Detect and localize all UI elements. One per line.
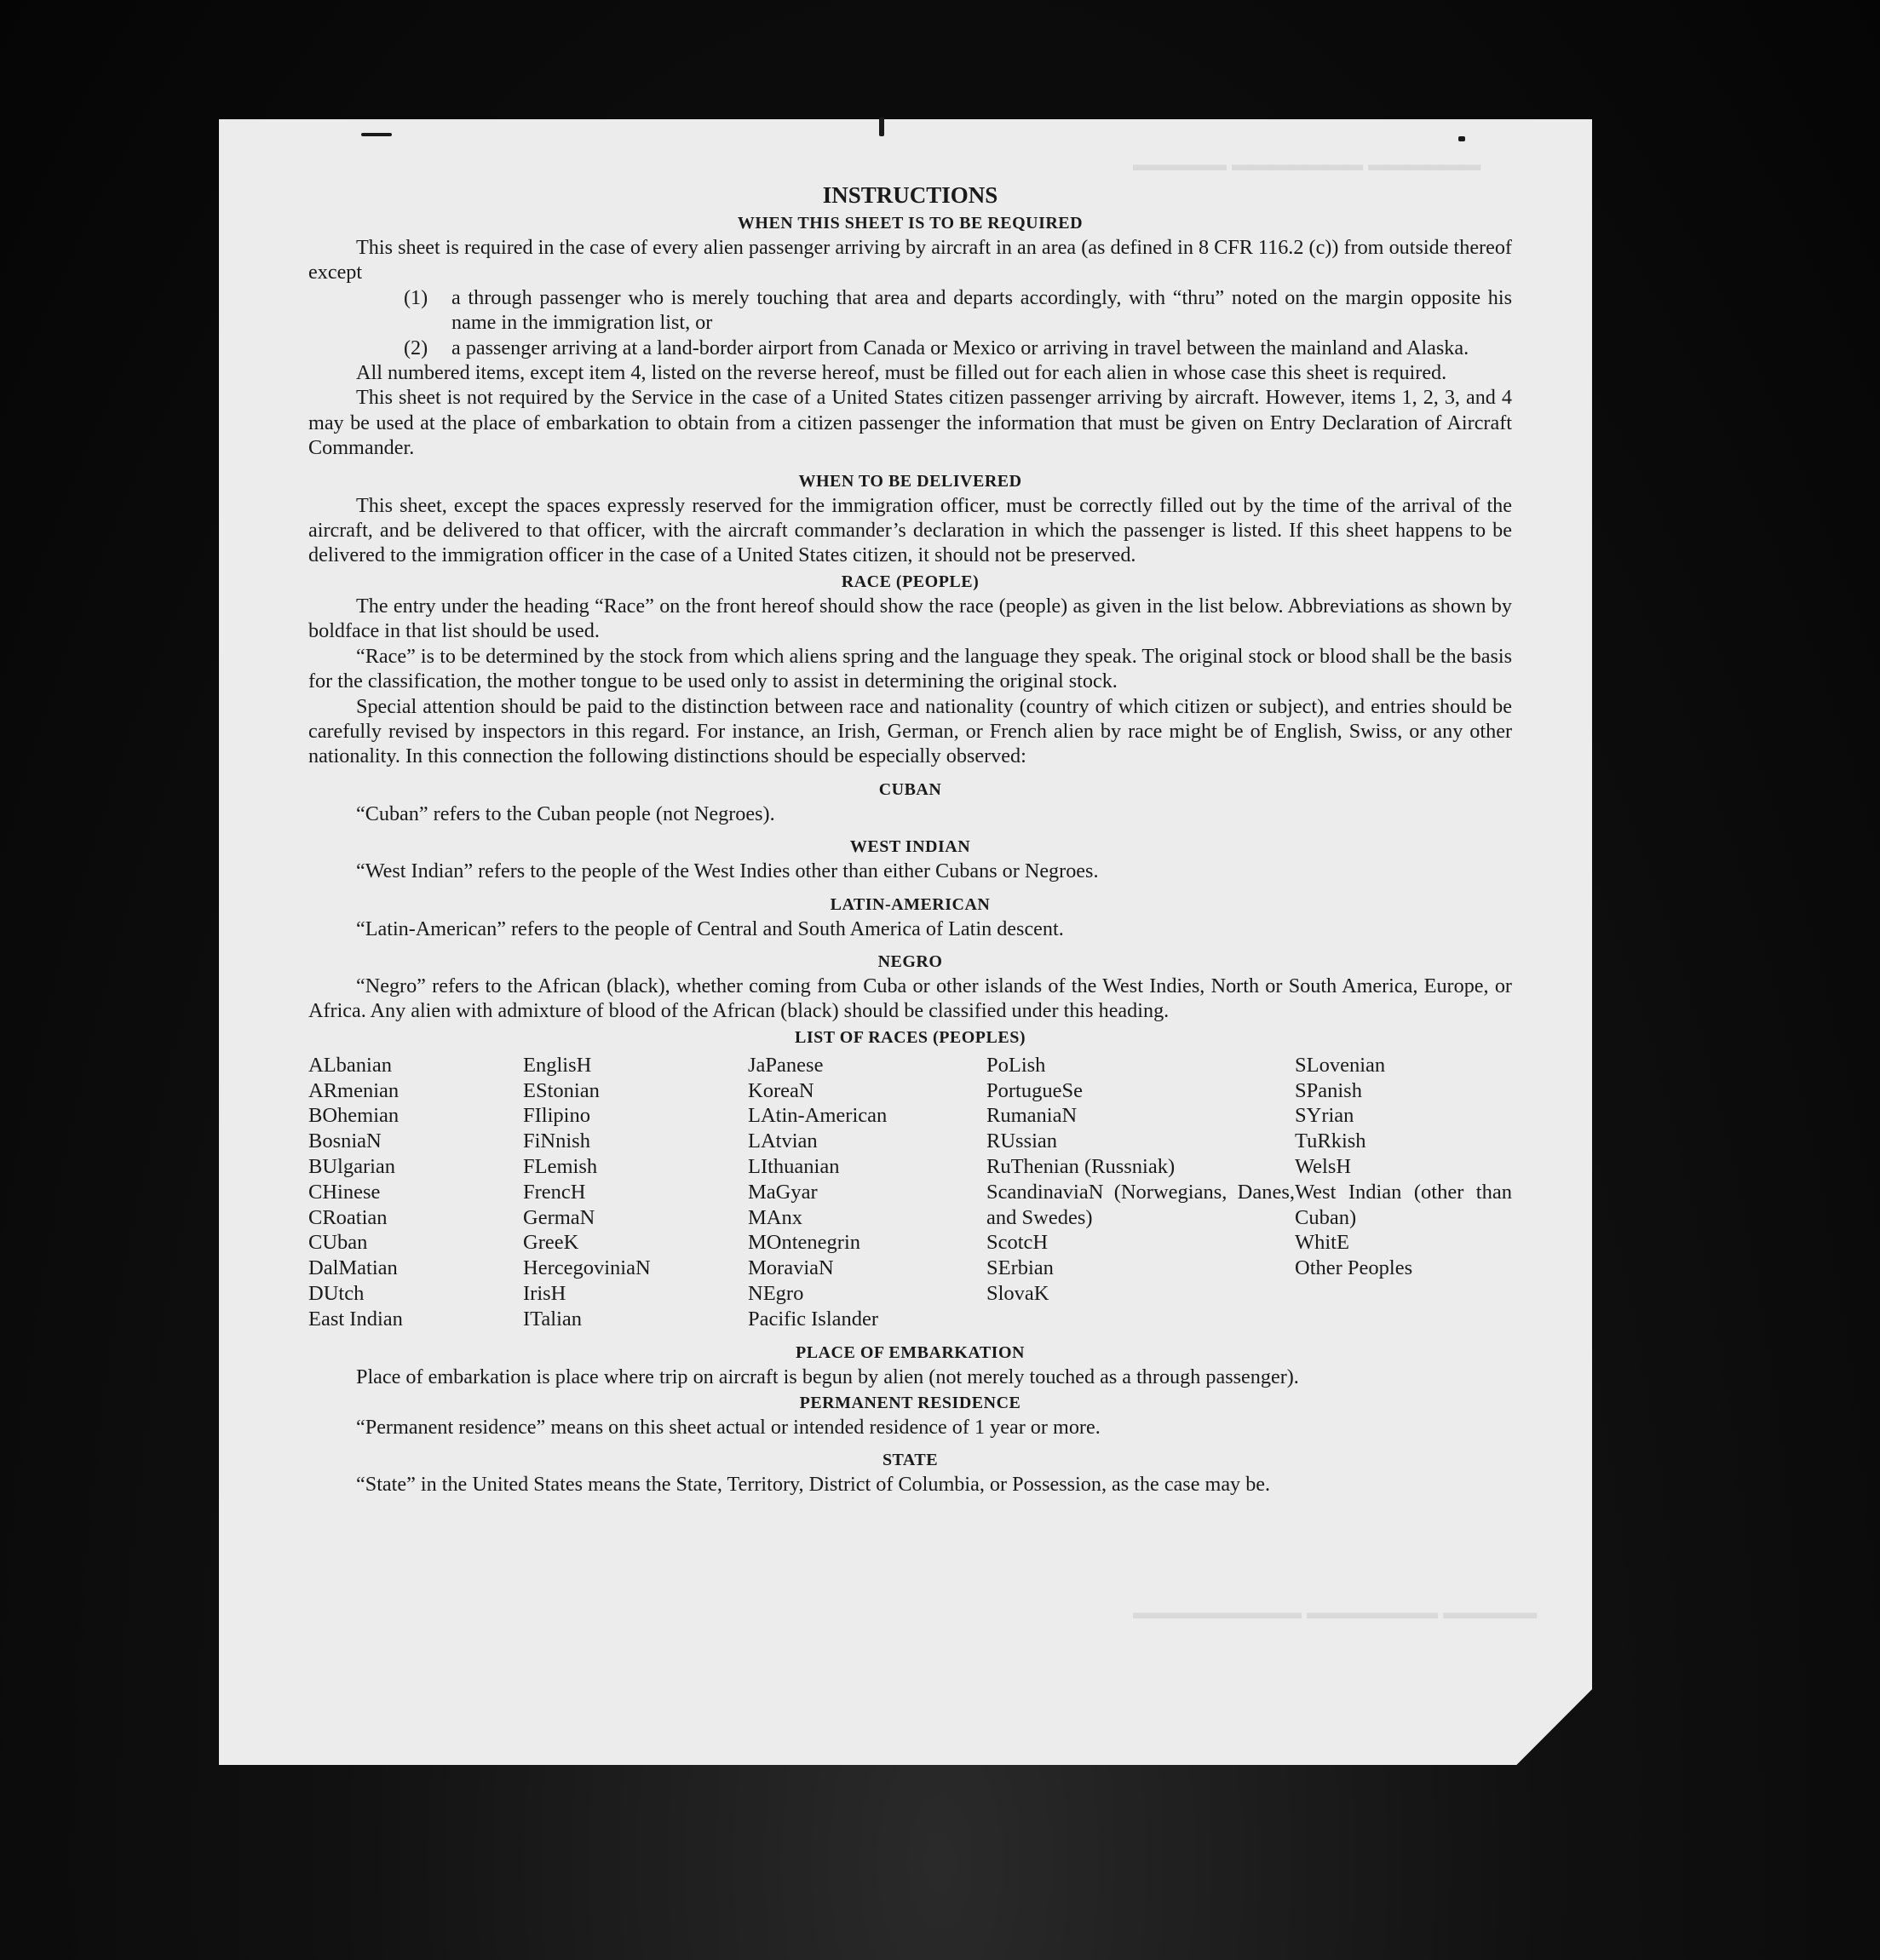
race-entry: LIthuanian <box>748 1154 840 1178</box>
embarkation-text: Place of embarkation is place where trip on aircraft is begun by alien (not merely touched as a through passenger). <box>356 1365 1299 1388</box>
heading-cuban: CUBAN <box>878 779 942 799</box>
race-entry: DUtch <box>308 1281 365 1305</box>
race-entry: FiNnish <box>523 1129 590 1153</box>
race-entry: FIlipino <box>523 1104 590 1128</box>
race-entry: DalMatian <box>308 1256 398 1280</box>
race-entry: CHinese <box>308 1180 381 1204</box>
race-entry: ScotcH <box>986 1231 1049 1255</box>
race-entry: LAtin-American <box>748 1104 888 1128</box>
race-entry: WhitE <box>1295 1231 1349 1255</box>
page-title: INSTRUCTIONS <box>822 182 998 208</box>
race-entry: FrencH <box>523 1180 586 1204</box>
heading-permanent-residence: PERMANENT RESIDENCE <box>799 1393 1021 1412</box>
race-entry: WelsH <box>1295 1154 1352 1178</box>
race-entry: MOntenegrin <box>748 1231 860 1255</box>
race-entry: RUssian <box>986 1129 1058 1153</box>
exception-text: a passenger arriving at a land-border airport from Canada or Mexico or arriving in travel between the mainland and Alaska. <box>451 336 1469 359</box>
heading-latin-american: LATIN-AMERICAN <box>830 894 991 914</box>
race-entry: MoraviaN <box>748 1256 834 1280</box>
heading-when-delivered: WHEN TO BE DELIVERED <box>798 471 1022 491</box>
race-entry: CRoatian <box>308 1205 388 1229</box>
race-entry: ALbanian <box>308 1053 392 1077</box>
heading-race: RACE (PEOPLE) <box>841 572 980 591</box>
race-entry: BosniaN <box>308 1129 382 1153</box>
race-entry: BUlgarian <box>308 1154 396 1178</box>
races-list <box>308 1053 1512 1332</box>
race-entry: West Indian (other than Cuban) <box>1295 1180 1512 1229</box>
bleed-through-text: ▬▬▬▬▬ ▬▬▬▬▬▬▬ ▬▬▬▬▬▬ <box>1133 153 1481 175</box>
when-required-intro: This sheet is required in the case of every alien passenger arriving by aircraft in an area (as defined in 8 CFR 116.2 (c)) from outside thereof except <box>308 236 1512 285</box>
when-delivered-text: This sheet, except the spaces expressly reserved for the immigration officer, must be correctly filled out by the time of the arrival of the aircraft, and be delivered to that officer, with the aircraft commander’s declaration in which the passenger is listed. If this sheet happens to be delivered to the immigration officer in the case of a United States citizen, it should not be preserved. <box>308 493 1512 567</box>
race-entry: RumaniaN <box>986 1104 1078 1128</box>
heading-west-indian: WEST INDIAN <box>849 837 971 857</box>
races-column <box>748 1053 986 1332</box>
race-entry: PoLish <box>986 1053 1046 1077</box>
race-entry: ARmenian <box>308 1078 400 1102</box>
heading-when-required: WHEN THIS SHEET IS TO BE REQUIRED <box>737 214 1084 233</box>
race-entry: MAnx <box>748 1205 802 1229</box>
race-paragraph-2: “Race” is to be determined by the stock from which aliens spring and the language they speak. The original stock or blood shall be the basis for the classification, the mother tongue to be used only to assist in determining the original stock. <box>308 644 1512 693</box>
exception-item <box>404 336 1512 360</box>
residence-text: “Permanent residence” means on this sheet actual or intended residence of 1 year or more. <box>356 1415 1101 1439</box>
race-entry: KoreaN <box>748 1078 814 1102</box>
race-entry: FLemish <box>523 1154 598 1178</box>
cuban-text: “Cuban” refers to the Cuban people (not Negroes). <box>356 802 775 825</box>
heading-negro: NEGRO <box>877 951 943 971</box>
race-entry: ScandinaviaN (Norwegians, Danes, and Swedes) <box>986 1180 1295 1229</box>
exception-item <box>404 285 1512 336</box>
races-column <box>986 1053 1295 1332</box>
race-entry: East Indian <box>308 1307 403 1331</box>
race-entry: Other Peoples <box>1295 1256 1413 1280</box>
state-text: “State” in the United States means the State, Territory, District of Columbia, or Possession, as the case may be. <box>356 1473 1271 1497</box>
scan-mark <box>1458 136 1465 141</box>
races-column <box>308 1053 523 1332</box>
race-entry: EnglisH <box>523 1053 592 1077</box>
race-paragraph-1: The entry under the heading “Race” on the front hereof should show the race (people) as given in the list below. Abbreviations as shown by boldface in that list should be used. <box>308 594 1512 643</box>
race-entry: SPanish <box>1295 1078 1362 1102</box>
bleed-through-text: ▬▬▬▬▬▬▬▬▬ ▬▬▬▬▬▬▬ ▬▬▬▬▬ <box>1133 1601 1538 1623</box>
race-paragraph-3: Special attention should be paid to the distinction between race and nationality (country of which citizen or subject), and entries should be carefully revised by inspectors in this regard. For instance, an Irish, German, or French alien by race might be of English, Swiss, or any other nationality. In this connection the following distinctions should be especially observed: <box>308 694 1512 768</box>
race-entry: GermaN <box>523 1205 595 1229</box>
race-entry: SLovenian <box>1295 1053 1386 1077</box>
numbered-items-paragraph: All numbered items, except item 4, listed on the reverse hereof, must be filled out for each alien in whose case this sheet is required. <box>356 361 1447 385</box>
scan-mark <box>879 118 884 136</box>
west-indian-text: “West Indian” refers to the people of the West Indies other than either Cubans or Negroes. <box>356 859 1099 883</box>
race-entry: PortugueSe <box>986 1078 1083 1102</box>
races-column <box>1295 1053 1512 1332</box>
race-entry: EStonian <box>523 1078 600 1102</box>
exception-number: (1) <box>404 285 428 309</box>
heading-embarkation: PLACE OF EMBARKATION <box>796 1342 1025 1362</box>
heading-list-of-races: LIST OF RACES (PEOPLES) <box>794 1027 1026 1047</box>
race-entry: JaPanese <box>748 1053 824 1077</box>
race-entry: RuThenian (Russniak) <box>986 1154 1176 1178</box>
latin-american-text: “Latin-American” refers to the people of Central and South America of Latin descent. <box>356 917 1064 940</box>
race-entry: SErbian <box>986 1256 1054 1280</box>
race-entry: NEgro <box>748 1281 804 1305</box>
race-entry: CUban <box>308 1231 368 1255</box>
race-entry: GreeK <box>523 1231 579 1255</box>
race-entry: BOhemian <box>308 1104 400 1128</box>
race-entry: SlovaK <box>986 1281 1049 1305</box>
instructions-body <box>308 181 1512 1497</box>
negro-text: “Negro” refers to the African (black), whether coming from Cuba or other islands of the West Indies, North or South America, Europe, or Africa. Any alien with admixture of blood of the African (black) should be classified under this heading. <box>308 974 1512 1023</box>
race-entry: ITalian <box>523 1307 583 1331</box>
exception-text: a through passenger who is merely touching that area and departs accordingly, with “thru” noted on the margin opposite his name in the immigration list, or <box>451 285 1512 335</box>
race-entry: LAtvian <box>748 1129 818 1153</box>
race-entry: IrisH <box>523 1281 566 1305</box>
heading-state: STATE <box>882 1451 939 1470</box>
race-entry: TuRkish <box>1295 1129 1366 1153</box>
race-entry: SYrian <box>1295 1104 1354 1128</box>
citizen-paragraph: This sheet is not required by the Service in the case of a United States citizen passenger arriving by aircraft. However, items 1, 2, 3, and 4 may be used at the place of embarkation to obtain from a citizen passenger the information that must be given on Entry Declaration of Aircraft Commander. <box>308 386 1512 460</box>
race-entry: Pacific Islander <box>748 1307 879 1331</box>
scan-mark <box>361 133 392 136</box>
race-entry: MaGyar <box>748 1180 818 1204</box>
races-column <box>523 1053 748 1332</box>
exception-number: (2) <box>404 336 428 359</box>
race-entry: HercegoviniaN <box>523 1256 651 1280</box>
